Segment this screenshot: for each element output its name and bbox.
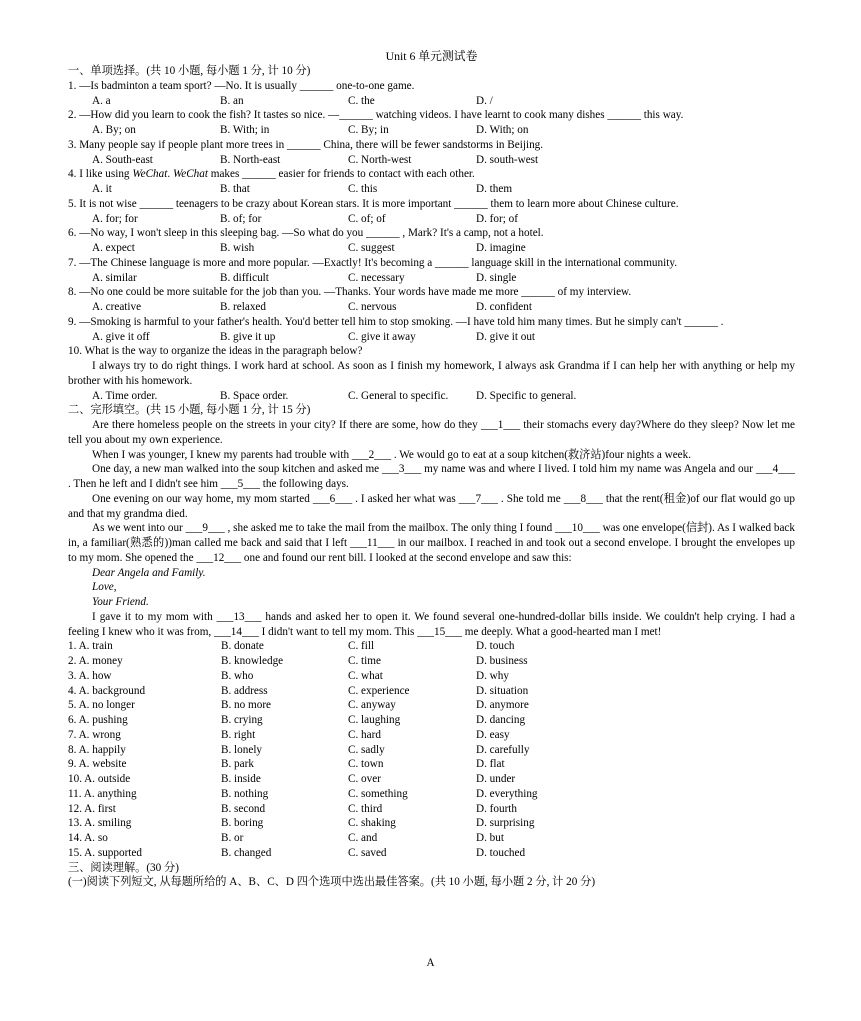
question-8: 8. —No one could be more suitable for the job than you. —Thanks. Your words have made me more ______ of my interview. — [68, 286, 632, 299]
options-6 — [68, 241, 795, 256]
option: B. address — [221, 684, 268, 697]
option: C. shaking — [348, 817, 396, 830]
options-7 — [68, 271, 795, 286]
option: C. General to specific. — [348, 389, 449, 402]
option: B. lonely — [221, 743, 263, 756]
option: B. Space order. — [220, 389, 289, 402]
option: B. North-east — [220, 153, 281, 166]
letter-text: Dear Angela and Family. — [92, 566, 206, 579]
option: C. third — [348, 802, 383, 815]
cloze-options — [68, 639, 795, 860]
option: D. Specific to general. — [476, 389, 577, 402]
option: B. wish — [220, 242, 255, 254]
option: 7. A. wrong — [68, 728, 121, 741]
option: 10. A. outside — [68, 773, 131, 785]
option: D. situation — [476, 684, 529, 697]
cloze-option-row — [68, 846, 795, 861]
option: C. time — [348, 655, 381, 667]
cloze-option-row — [68, 728, 795, 743]
option: 5. A. no longer — [68, 699, 135, 712]
option: 13. A. smiling — [68, 817, 132, 830]
options-3 — [68, 153, 795, 168]
option: B. With; in — [220, 124, 270, 136]
option: 4. A. background — [68, 684, 146, 697]
option: D. business — [476, 655, 528, 667]
option: D. fourth — [476, 802, 518, 815]
option: A. for; for — [92, 212, 138, 225]
option: C. fill — [348, 640, 375, 653]
letter-line — [68, 595, 795, 610]
option: A. expect — [92, 242, 135, 254]
option: C. something — [348, 787, 408, 800]
question-7: 7. —The Chinese language is more and more popular. —Exactly! It's becoming a ______ language skill in the international community. — [68, 256, 677, 269]
cloze-paragraph: I gave it to my mom with ___13___ hands and asked her to open it. We found several one-hundred-dollar bills inside. We couldn't help crying. I had a feeling I knew who it was from, ___14___ I didn't want to tell my mom. This ___15___ me deeply. What a good-hearted man I met! — [68, 610, 795, 638]
option: D. but — [476, 832, 504, 844]
options-9 — [68, 330, 795, 345]
option: B. who — [221, 669, 254, 682]
option: B. inside — [221, 773, 261, 785]
letter-line — [68, 566, 795, 581]
option: B. no more — [221, 699, 272, 712]
option: D. With; on — [476, 124, 529, 136]
option: B. second — [221, 802, 266, 815]
option: C. this — [348, 183, 378, 195]
option: B. that — [220, 183, 250, 195]
question-10: 10. What is the way to organize the ideas in the paragraph below? — [68, 345, 363, 358]
option: 2. A. money — [68, 655, 123, 667]
option: A. creative — [92, 301, 142, 313]
option: B. park — [221, 758, 254, 771]
passage-label: A — [426, 957, 435, 969]
option: D. carefully — [476, 743, 530, 756]
options-1 — [68, 94, 795, 109]
option: C. what — [348, 669, 383, 682]
letter-text: Love, — [92, 581, 117, 594]
option: A. a — [92, 94, 111, 107]
option: C. By; in — [348, 124, 389, 136]
option: B. knowledge — [221, 655, 284, 667]
options-8 — [68, 300, 795, 315]
option: C. nervous — [348, 301, 397, 313]
cloze-paragraph: As we went into our ___9___ , she asked me to take the mail from the mailbox. The only thing I found ___10___ was one envelope(信封). As I walked back in, a familiar(熟悉的))man called me back and said that I left ___11___ in our mailbox. I reached in and took out a second envelope. I brought the envelopes up to my mom. She opened the ___12___ one and found our rent bill. I looked at the second envelope and saw this: — [68, 522, 795, 564]
question-2: 2. —How did you learn to cook the fish? It tastes so nice. —______ watching videos. I have learnt to cook many dishes ______ this way. — [68, 109, 684, 122]
options-5 — [68, 212, 795, 227]
letter-line — [68, 580, 795, 595]
letter-text: Your Friend. — [92, 596, 149, 608]
option: D. touched — [476, 846, 526, 859]
cloze-option-row — [68, 772, 795, 787]
option: C. North-west — [348, 153, 412, 166]
option: A. give it off — [92, 330, 150, 343]
option: D. give it out — [476, 330, 536, 343]
cloze-option-row — [68, 831, 795, 846]
option: B. an — [220, 94, 244, 107]
page-title: Unit 6 单元测试卷 — [385, 49, 478, 63]
exam-page — [68, 48, 795, 890]
options-10 — [68, 389, 795, 404]
option: C. hard — [348, 728, 381, 741]
option: C. town — [348, 758, 384, 771]
options-2 — [68, 123, 795, 138]
cloze-option-row — [68, 802, 795, 817]
option: D. / — [476, 94, 493, 107]
option: B. relaxed — [220, 301, 266, 313]
cloze-option-row — [68, 713, 795, 728]
cloze-option-row — [68, 743, 795, 758]
option: C. necessary — [348, 271, 405, 284]
option: B. boring — [221, 817, 264, 830]
option: A. By; on — [92, 124, 136, 136]
stem-part: . — [167, 168, 173, 181]
option: 6. A. pushing — [68, 714, 128, 726]
section-header: 二、完形填空。(共 15 小题, 每小题 1 分, 计 15 分) — [68, 404, 311, 417]
question-3: 3. Many people say if people plant more trees in ______ China, there will be fewer sandstorms in Beijing. — [68, 138, 544, 151]
option: C. suggest — [348, 242, 395, 254]
option: A. it — [92, 183, 112, 195]
option: D. dancing — [476, 714, 526, 726]
cloze-option-row — [68, 654, 795, 669]
cloze-paragraph: One day, a new man walked into the soup kitchen and asked me ___3___ my name was and where I lived. I told him my name was Angela and our ___4___ . Then he left and I didn't see him ___5___ the following days. — [68, 463, 795, 490]
section-subheader: (一)阅读下列短文, 从每题所给的 A、B、C、D 四个选项中选出最佳答案。(共 10 小题, 每小题 2 分, 计 20 分) — [68, 876, 596, 889]
question-9: 9. —Smoking is harmful to your father's health. You'd better tell him to stop smoking. —I have told him many times. But he simply can't ______ . — [68, 315, 724, 328]
cloze-option-row — [68, 757, 795, 772]
option: C. of; of — [348, 212, 386, 225]
section-header: 三、阅读理解。(30 分) — [68, 861, 179, 874]
cloze-option-row — [68, 816, 795, 831]
option: D. them — [476, 183, 513, 195]
option: D. flat — [476, 758, 505, 771]
option: C. sadly — [348, 743, 385, 756]
option: C. anyway — [348, 699, 396, 712]
option: D. south-west — [476, 153, 539, 166]
stem-part: 4. I like using — [68, 168, 133, 181]
question-4 — [68, 167, 795, 182]
option: 12. A. first — [68, 802, 116, 815]
option: D. for; of — [476, 212, 518, 225]
option: D. under — [476, 773, 516, 785]
option: 3. A. how — [68, 669, 112, 682]
option: B. or — [221, 832, 244, 844]
cloze-option-row — [68, 684, 795, 699]
section-header: 一、单项选择。(共 10 小题, 每小题 1 分, 计 10 分) — [68, 65, 311, 77]
option: C. saved — [348, 846, 387, 859]
option: C. experience — [348, 684, 410, 697]
option: B. right — [221, 728, 256, 741]
question-10-passage: I always try to do right things. I work hard at school. As soon as I finish my homework, I always ask Grandma if I can help her with anything or help my brother with his homework. — [68, 360, 795, 387]
option: D. imagine — [476, 242, 526, 254]
stem-italic: WeChat — [132, 168, 168, 181]
option: C. the — [348, 94, 375, 107]
option: 8. A. happily — [68, 743, 126, 756]
question-5: 5. It is not wise ______ teenagers to be crazy about Korean stars. It is more important ______ them to learn more about Chinese culture. — [68, 197, 679, 210]
cloze-option-row — [68, 698, 795, 713]
option: B. of; for — [220, 212, 262, 225]
option: 1. A. train — [68, 640, 113, 653]
option: 14. A. so — [68, 832, 108, 844]
option: D. anymore — [476, 699, 529, 712]
cloze-option-row — [68, 669, 795, 684]
option: C. and — [348, 832, 378, 844]
stem-italic: WeChat — [172, 168, 208, 181]
option: 15. A. supported — [68, 846, 142, 859]
cloze-paragraph: Are there homeless people on the streets in your city? If there are some, how do they ___1___ their stomachs every day?Where do they sleep? Now let me tell you about my own experience. — [68, 419, 795, 446]
option: D. confident — [476, 301, 532, 313]
option: D. easy — [476, 728, 510, 741]
option: A. South-east — [92, 153, 153, 166]
option: C. laughing — [348, 714, 401, 726]
option: B. difficult — [220, 271, 269, 284]
option: B. nothing — [221, 787, 269, 800]
option: D. touch — [476, 640, 515, 653]
options-4 — [68, 182, 795, 197]
option: C. give it away — [348, 330, 416, 343]
option: D. surprising — [476, 817, 535, 830]
cloze-option-row — [68, 787, 795, 802]
cloze-paragraph: One evening on our way home, my mom started ___6___ . I asked her what was ___7___ . She told me ___8___ that the rent(租金)of our flat would go up and that my grandma died. — [68, 492, 795, 520]
option: D. why — [476, 669, 509, 682]
option: B. give it up — [220, 330, 276, 343]
option: B. donate — [221, 640, 264, 653]
stem-part: makes ______ easier for friends to contact with each other. — [207, 168, 475, 181]
cloze-option-row — [68, 639, 795, 654]
option: B. crying — [221, 714, 263, 726]
option: A. similar — [92, 271, 137, 284]
option: C. over — [348, 773, 381, 785]
option: D. single — [476, 271, 517, 284]
option: 9. A. website — [68, 758, 127, 771]
question-1: 1. —Is badminton a team sport? —No. It is usually ______ one-to-one game. — [68, 79, 415, 92]
question-6: 6. —No way, I won't sleep in this sleeping bag. —So what do you ______ , Mark? It's a camp, not a hotel. — [68, 227, 544, 240]
option: A. Time order. — [92, 389, 158, 402]
option: B. changed — [221, 846, 272, 859]
option: 11. A. anything — [68, 787, 137, 800]
option: D. everything — [476, 787, 538, 800]
cloze-paragraph: When I was younger, I knew my parents had trouble with ___2___ . We would go to eat at a soup kitchen(救济站)four nights a week. — [92, 448, 692, 461]
